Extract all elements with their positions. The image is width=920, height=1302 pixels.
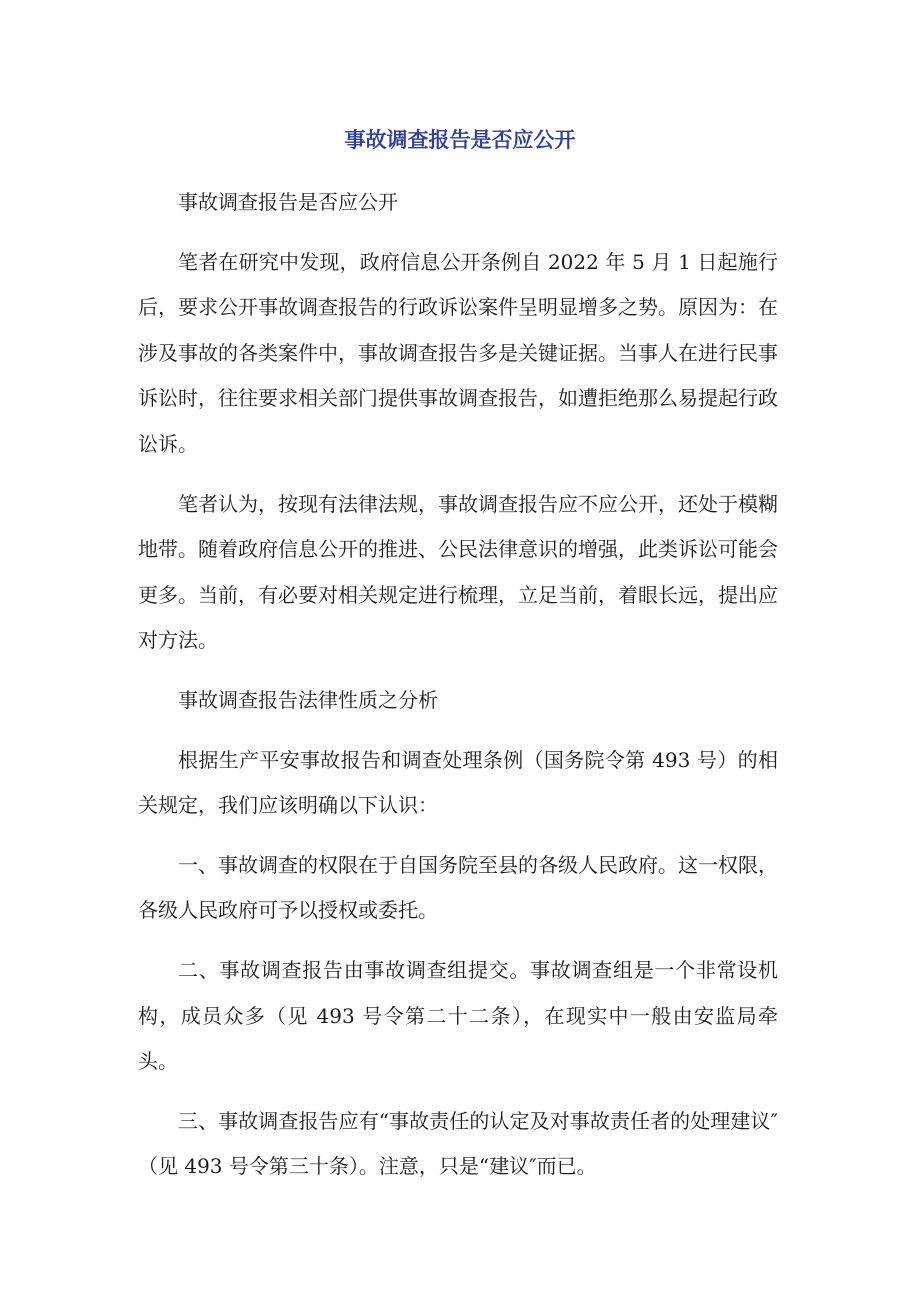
paragraph-subtitle: 事故调查报告是否应公开	[178, 190, 398, 214]
list-item-point-1: 一、事故调查的权限在于自国务院至县的各级人民政府。这一权限，各级人民政府可予以授权或委托。	[138, 852, 778, 923]
document-body	[138, 180, 778, 1190]
list-item-point-3: 三、事故调查报告应有“事故责任的认定及对事故责任者的处理建议″（见 493 号令第三十条）。注意，只是“建议″而已。	[138, 1108, 778, 1179]
list-item-point-2: 二、事故调查报告由事故调查组提交。事故调查组是一个非常设机构，成员众多（见 493 号令第二十二条），在现实中一般由安监局牵头。	[138, 957, 778, 1074]
section-heading-legal-nature: 事故调查报告法律性质之分析	[178, 687, 438, 712]
paragraph-findings: 笔者在研究中发现，政府信息公开条例自 2022 年 5 月 1 日起施行后，要求公开事故调查报告的行政诉讼案件呈明显增多之势。原因为：在涉及事故的各类案件中，事故调查报告多是关键证据。当事人在进行民事诉讼时，往往要求相关部门提供事故调查报告，如遭拒绝那么易提起行政讼诉。	[138, 249, 778, 456]
document-title: 事故调查报告是否应公开	[344, 128, 576, 152]
paragraph-opinion: 笔者认为，按现有法律法规，事故调查报告应不应公开，还处于模糊地带。随着政府信息公开的推进、公民法律意识的增强，此类诉讼可能会更多。当前，有必要对相关规定进行梳理，立足当前，着眼长远，提出应对方法。	[138, 491, 778, 653]
paragraph-regulation-basis: 根据生产平安事故报告和调查处理条例（国务院令第 493 号）的相关规定，我们应该明确以下认识：	[138, 747, 778, 818]
